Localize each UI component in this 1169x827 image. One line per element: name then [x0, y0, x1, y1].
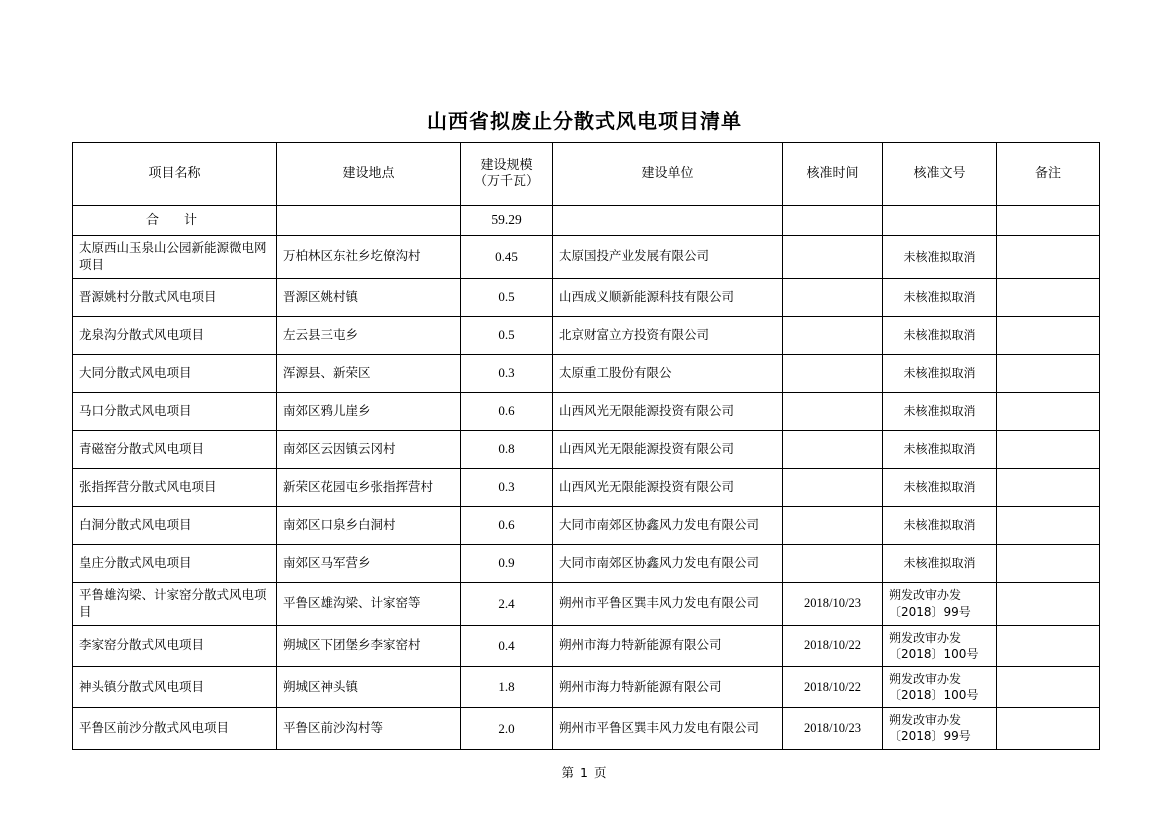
cell-approval-date [783, 506, 883, 544]
cell-remark [997, 392, 1100, 430]
cell-approval-docno: 未核准拟取消 [883, 278, 997, 316]
table-row [73, 236, 1100, 279]
cell-scale: 0.3 [461, 468, 553, 506]
cell-approval-docno: 未核准拟取消 [883, 430, 997, 468]
cell-project-name: 马口分散式风电项目 [73, 392, 277, 430]
cell-build-unit: 大同市南郊区协鑫风力发电有限公司 [553, 544, 783, 582]
cell-project-name: 太原西山玉泉山公园新能源微电网项目 [73, 236, 277, 279]
cell-approval-docno: 朔发改审办发〔2018〕100号 [883, 625, 997, 666]
page-title: 山西省拟废止分散式风电项目清单 [427, 109, 742, 133]
cell-remark [997, 625, 1100, 666]
cell-build-unit: 朔州市平鲁区巽丰风力发电有限公司 [553, 582, 783, 625]
cell-scale: 0.4 [461, 625, 553, 666]
cell-project-name: 神头镇分散式风电项目 [73, 666, 277, 707]
cell-approval-docno: 未核准拟取消 [883, 468, 997, 506]
cell-approval-date [783, 468, 883, 506]
cell-location: 南郊区云因镇云冈村 [277, 430, 461, 468]
cell-approval-date: 2018/10/23 [783, 708, 883, 749]
cell-approval-docno: 未核准拟取消 [883, 316, 997, 354]
cell-project-name: 龙泉沟分散式风电项目 [73, 316, 277, 354]
total-time [783, 206, 883, 236]
project-list-table [72, 142, 1100, 750]
cell-location: 新荣区花园屯乡张指挥营村 [277, 468, 461, 506]
table-row [73, 666, 1100, 707]
table-row [73, 544, 1100, 582]
cell-approval-date [783, 392, 883, 430]
cell-scale: 2.4 [461, 582, 553, 625]
table-row-total [73, 206, 1100, 236]
cell-scale: 1.8 [461, 666, 553, 707]
cell-remark [997, 544, 1100, 582]
cell-build-unit: 山西风光无限能源投资有限公司 [553, 392, 783, 430]
table-row [73, 430, 1100, 468]
cell-project-name: 平鲁雄沟梁、计家窑分散式风电项目 [73, 582, 277, 625]
cell-approval-docno: 未核准拟取消 [883, 354, 997, 392]
cell-location: 平鲁区前沙沟村等 [277, 708, 461, 749]
cell-remark [997, 354, 1100, 392]
cell-project-name: 平鲁区前沙分散式风电项目 [73, 708, 277, 749]
cell-remark [997, 468, 1100, 506]
table-row [73, 708, 1100, 749]
page-footer: 第 1 页 [561, 765, 608, 780]
cell-location: 朔城区神头镇 [277, 666, 461, 707]
column-header-scale-line2: （万千瓦） [473, 174, 539, 189]
column-header-approval-docno: 核准文号 [883, 143, 997, 206]
cell-scale: 2.0 [461, 708, 553, 749]
cell-scale: 0.45 [461, 236, 553, 279]
cell-scale: 0.6 [461, 506, 553, 544]
cell-approval-docno: 未核准拟取消 [883, 392, 997, 430]
cell-build-unit: 朔州市海力特新能源有限公司 [553, 625, 783, 666]
cell-project-name: 晋源姚村分散式风电项目 [73, 278, 277, 316]
table-header-row [73, 143, 1100, 206]
cell-location: 左云县三屯乡 [277, 316, 461, 354]
cell-build-unit: 朔州市海力特新能源有限公司 [553, 666, 783, 707]
table-body [73, 206, 1100, 750]
cell-approval-date [783, 236, 883, 279]
cell-scale: 0.3 [461, 354, 553, 392]
total-docno [883, 206, 997, 236]
cell-approval-date [783, 354, 883, 392]
cell-project-name: 大同分散式风电项目 [73, 354, 277, 392]
cell-remark [997, 506, 1100, 544]
cell-location: 浑源县、新荣区 [277, 354, 461, 392]
total-scale-value: 59.29 [461, 206, 553, 236]
table-row [73, 625, 1100, 666]
cell-remark [997, 582, 1100, 625]
total-label: 合 计 [73, 206, 277, 236]
table-row [73, 392, 1100, 430]
cell-scale: 0.5 [461, 278, 553, 316]
cell-approval-docno: 朔发改审办发〔2018〕100号 [883, 666, 997, 707]
table-header [73, 143, 1100, 206]
cell-approval-date [783, 544, 883, 582]
cell-build-unit: 山西风光无限能源投资有限公司 [553, 430, 783, 468]
table-row [73, 278, 1100, 316]
cell-remark [997, 236, 1100, 279]
cell-approval-date [783, 278, 883, 316]
cell-location: 南郊区马军营乡 [277, 544, 461, 582]
cell-build-unit: 太原重工股份有限公 [553, 354, 783, 392]
column-header-scale-line1: 建设规模 [480, 157, 533, 173]
cell-build-unit: 朔州市平鲁区巽丰风力发电有限公司 [553, 708, 783, 749]
cell-approval-docno: 未核准拟取消 [883, 544, 997, 582]
table-row [73, 468, 1100, 506]
total-unit [553, 206, 783, 236]
cell-remark [997, 666, 1100, 707]
cell-location: 朔城区下团堡乡李家窑村 [277, 625, 461, 666]
column-header-approval-date: 核准时间 [783, 143, 883, 206]
cell-project-name: 张指挥营分散式风电项目 [73, 468, 277, 506]
cell-location: 晋源区姚村镇 [277, 278, 461, 316]
table-row [73, 354, 1100, 392]
cell-project-name: 白洞分散式风电项目 [73, 506, 277, 544]
cell-location: 平鲁区雄沟梁、计家窑等 [277, 582, 461, 625]
cell-approval-date [783, 430, 883, 468]
cell-approval-docno: 朔发改审办发〔2018〕99号 [883, 708, 997, 749]
cell-build-unit: 大同市南郊区协鑫风力发电有限公司 [553, 506, 783, 544]
cell-scale: 0.6 [461, 392, 553, 430]
cell-remark [997, 708, 1100, 749]
cell-approval-date: 2018/10/22 [783, 666, 883, 707]
cell-build-unit: 山西成义顺新能源科技有限公司 [553, 278, 783, 316]
cell-scale: 0.8 [461, 430, 553, 468]
cell-approval-docno: 朔发改审办发〔2018〕99号 [883, 582, 997, 625]
column-header-project-name: 项目名称 [73, 143, 277, 206]
total-location [277, 206, 461, 236]
cell-project-name: 青磁窑分散式风电项目 [73, 430, 277, 468]
cell-build-unit: 北京财富立方投资有限公司 [553, 316, 783, 354]
cell-location: 万柏林区东社乡圪僚沟村 [277, 236, 461, 279]
table-row [73, 316, 1100, 354]
cell-scale: 0.5 [461, 316, 553, 354]
column-header-location: 建设地点 [277, 143, 461, 206]
cell-project-name: 李家窑分散式风电项目 [73, 625, 277, 666]
column-header-scale [461, 143, 553, 206]
cell-approval-docno: 未核准拟取消 [883, 236, 997, 279]
cell-remark [997, 316, 1100, 354]
cell-scale: 0.9 [461, 544, 553, 582]
cell-approval-date: 2018/10/22 [783, 625, 883, 666]
cell-project-name: 皇庄分散式风电项目 [73, 544, 277, 582]
cell-location: 南郊区口泉乡白洞村 [277, 506, 461, 544]
cell-remark [997, 430, 1100, 468]
total-remark [997, 206, 1100, 236]
cell-location: 南郊区鸦儿崖乡 [277, 392, 461, 430]
cell-build-unit: 山西风光无限能源投资有限公司 [553, 468, 783, 506]
cell-remark [997, 278, 1100, 316]
column-header-build-unit: 建设单位 [553, 143, 783, 206]
column-header-remark: 备注 [997, 143, 1100, 206]
cell-approval-date [783, 316, 883, 354]
table-row [73, 582, 1100, 625]
cell-approval-date: 2018/10/23 [783, 582, 883, 625]
table-row [73, 506, 1100, 544]
cell-approval-docno: 未核准拟取消 [883, 506, 997, 544]
cell-build-unit: 太原国投产业发展有限公司 [553, 236, 783, 279]
